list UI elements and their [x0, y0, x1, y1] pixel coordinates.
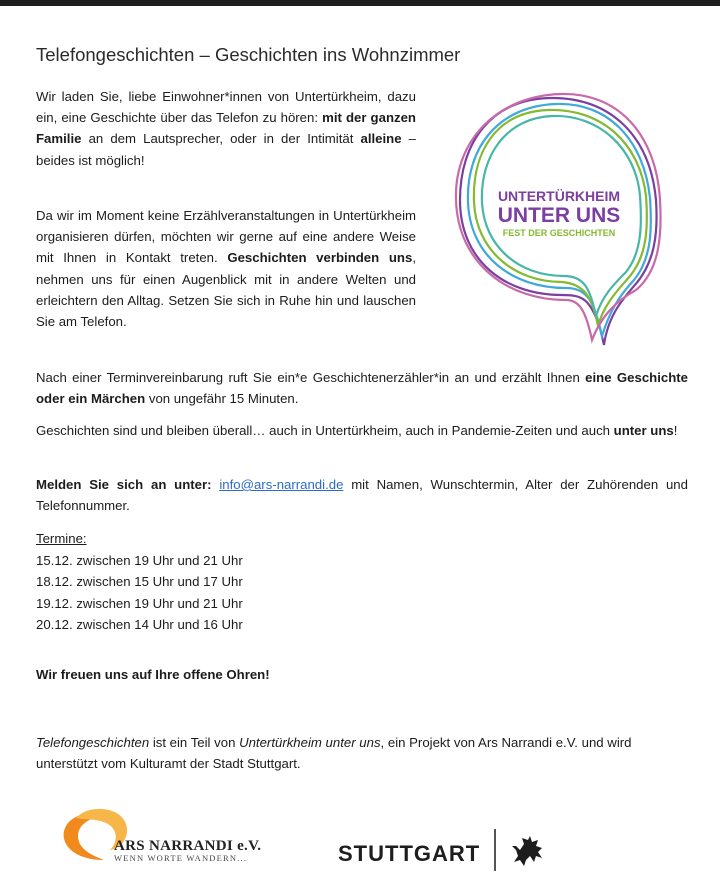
bubble-line-1: UNTERTÜRKHEIM — [497, 188, 621, 204]
date-item: 15.12. zwischen 19 Uhr und 21 Uhr — [36, 552, 243, 568]
page-title: Telefongeschichten – Geschichten ins Wohnzimmer — [36, 44, 461, 65]
ars-swirl — [92, 826, 112, 846]
date-item: 19.12. zwischen 19 Uhr und 21 Uhr — [36, 595, 243, 611]
intro-paragraph-1: Wir laden Sie, liebe Einwohner*innen von Untertürkheim, dazu ein, eine Geschichte über das Telefon zu hören: mit der ganzen Familie an dem Lautsprecher, oder in der Intimität alleine – beides ist möglich! — [36, 89, 416, 168]
date-item: 18.12. zwischen 15 Uhr und 17 Uhr — [36, 574, 243, 590]
dates-heading: Termine: — [36, 531, 87, 546]
date-item: 20.12. zwischen 14 Uhr und 16 Uhr — [36, 617, 243, 633]
bubble-line-3: FEST DER GESCHICHTEN — [502, 228, 616, 238]
closing-line: Wir freuen uns auf Ihre offene Ohren! — [36, 667, 270, 682]
top-border — [0, 0, 720, 6]
untertuerkheim-bubble-logo — [452, 90, 662, 352]
stuttgart-logo-text: STUTTGART — [338, 841, 481, 866]
ars-narrandi-name: ARS NARRANDI e.V. — [114, 838, 262, 854]
signup-paragraph: Melden Sie sich an unter: info@ars-narrandi.de mit Namen, Wunschtermin, Alter der Zuhörenden und Telefonnummer. — [36, 477, 688, 514]
stories-paragraph: Geschichten sind und bleiben überall… auch in Untertürkheim, auch in Pandemie-Zeiten und auch unter uns! — [36, 423, 678, 438]
appointment-paragraph: Nach einer Terminvereinbarung ruft Sie ein*e Geschichtenerzähler*in an und erzählt Ihnen eine Geschichte oder ein Märchen von ungefähr 15 Minuten. — [36, 370, 688, 407]
intro-paragraph-2: Da wir im Moment keine Erzählveranstaltungen in Untertürkheim organisieren dürfen, möchten wir gerne auf eine andere Weise mit Ihnen in Kontakt treten. Geschichten verbinden uns, nehmen uns für einen Augenblick mit in andere Welten und erleichtern den Alltag. Setzen Sie sich in Ruhe hin und lauschen Sie am Telefon. — [36, 208, 416, 330]
bubble-line-2: UNTER UNS — [497, 204, 621, 227]
stuttgart-divider — [494, 829, 496, 871]
project-note: Telefongeschichten ist ein Teil von Untertürkheim unter uns, ein Projekt von Ars Narrandi e.V. und wird unterstützt vom Kulturamt der Stadt Stuttgart. — [36, 735, 632, 772]
ars-narrandi-tagline: WENN WORTE WANDERN... — [114, 853, 248, 863]
email-link[interactable]: info@ars-narrandi.de — [219, 477, 344, 492]
ars-narrandi-text — [114, 838, 261, 863]
horse-icon — [508, 834, 546, 868]
dates-list — [36, 528, 243, 636]
